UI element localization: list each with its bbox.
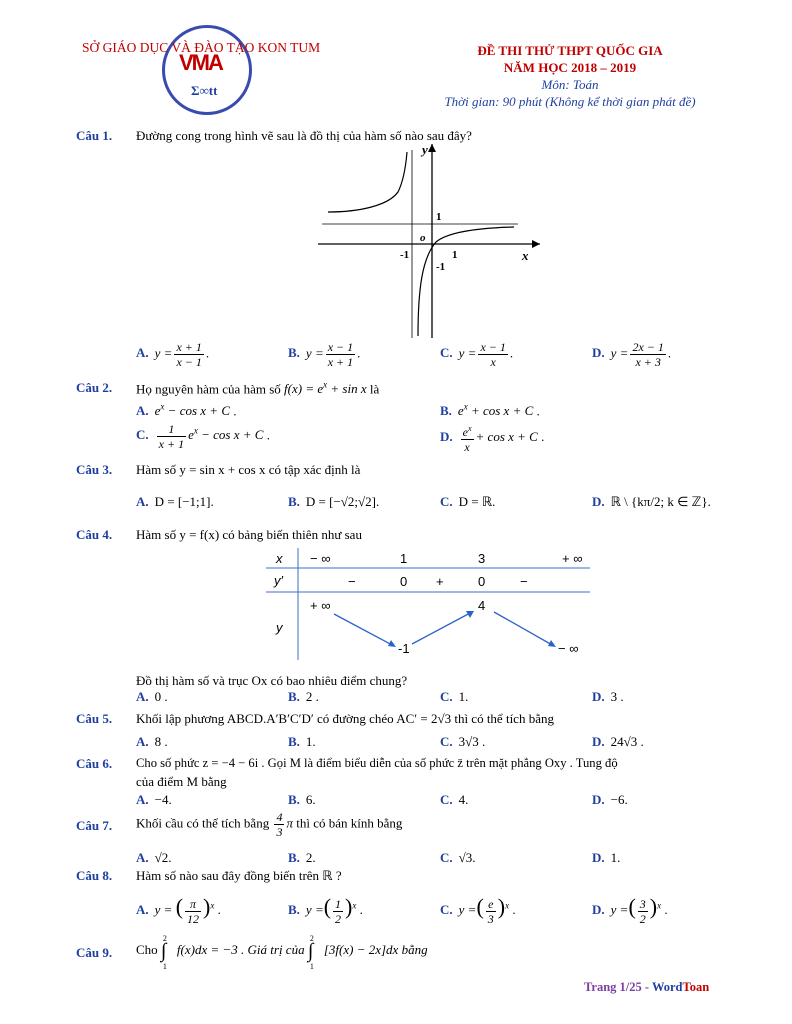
y-value: − ∞ bbox=[558, 641, 579, 656]
exam-header bbox=[380, 42, 760, 110]
question-number: Câu 2. bbox=[76, 380, 113, 395]
option-d[interactable]: D. 24√3 . bbox=[592, 734, 644, 749]
question-text: Cho 2 ∫ 1 f(x)dx = −3 . Giá trị của 2 ∫ 1 [3f(x) − 2x]dx bằng bbox=[136, 934, 428, 971]
option-b[interactable]: B. 1. bbox=[288, 734, 316, 749]
question-text: Khối lập phương ABCD.A′B′C′D′ có đường chéo AC′ = 2√3 thì có thể tích bằng bbox=[136, 711, 554, 726]
option-d[interactable]: D. y = $\frac{2x - 1}{x + 3}$ . bbox=[592, 340, 672, 369]
option-b[interactable]: B. 2. bbox=[288, 850, 316, 865]
question-text: Đường cong trong hình vẽ sau là đồ thị của hàm số nào sau đây? bbox=[136, 128, 472, 143]
function-graph bbox=[318, 140, 544, 338]
question-number: Câu 7. bbox=[76, 818, 113, 833]
sign: − bbox=[520, 574, 528, 589]
question-text: Hàm số nào sau đây đồng biến trên ℝ ? bbox=[136, 868, 342, 883]
option-b[interactable]: B. y =( $\frac{1}{2}$ )$^x$ . bbox=[288, 894, 363, 926]
question-text: Cho số phức z = −4 − 6i . Gọi M là điểm biểu diễn của số phức z̄ trên mặt phẳng Oxy . Tung độ bbox=[136, 756, 618, 770]
zero: 0 bbox=[478, 574, 486, 589]
option-label: D. bbox=[592, 345, 605, 361]
option-a[interactable]: A. y = ( $\frac{\pi}{12}$ )$^x$ . bbox=[136, 894, 221, 926]
option-b[interactable]: B. 2 . bbox=[288, 689, 319, 704]
question-text: Hàm số y = sin x + cos x có tập xác định là bbox=[136, 462, 361, 477]
option-d[interactable]: D. −6. bbox=[592, 792, 628, 807]
exam-year: NĂM HỌC 2018 – 2019 bbox=[503, 60, 637, 75]
option-b[interactable]: B. D = [−√2;√2]. bbox=[288, 494, 380, 509]
x-value: 1 bbox=[400, 551, 408, 566]
label-y: y bbox=[422, 142, 428, 157]
question-number: Câu 9. bbox=[76, 945, 113, 960]
question-text-cont: của điểm M bằng bbox=[136, 774, 227, 789]
option-d[interactable]: D. ℝ \ {kπ/2; k ∈ ℤ}. bbox=[592, 494, 711, 509]
logo-text: Σ∞tt bbox=[191, 83, 218, 98]
option-label: C. bbox=[440, 345, 453, 361]
integral-sign: 2 ∫ 1 bbox=[307, 934, 314, 971]
option-a[interactable]: A. 0 . bbox=[136, 689, 168, 704]
x-value: 3 bbox=[478, 551, 486, 566]
x-value: + ∞ bbox=[562, 551, 583, 566]
row-label-x: x bbox=[276, 551, 283, 566]
option-d[interactable]: D. y =( $\frac{3}{2}$ )$^x$ . bbox=[592, 894, 668, 926]
option-c[interactable]: C. $\frac{1}{x + 1}$ $e^x - \cos x + C$ . bbox=[136, 422, 270, 451]
option-b[interactable]: B. 6. bbox=[288, 792, 316, 807]
option-c[interactable]: C. √3. bbox=[440, 850, 476, 865]
arrow-down bbox=[334, 614, 394, 646]
question-text: Khối cầu có thể tích bằng $\frac{4}{3}$ π thì có bán kính bằng bbox=[136, 810, 403, 839]
x-value: − ∞ bbox=[310, 551, 331, 566]
question-number: Câu 4. bbox=[76, 527, 113, 542]
option-c[interactable]: C. y =( $\frac{e}{3}$ )$^x$ . bbox=[440, 894, 516, 926]
question-text: Hàm số y = f(x) có bảng biến thiên như sau bbox=[136, 527, 362, 542]
label-x-neg1: -1 bbox=[400, 249, 410, 261]
row-label-yp: y′ bbox=[274, 573, 283, 588]
school-logo bbox=[162, 25, 252, 115]
option-c[interactable]: C. 4. bbox=[440, 792, 469, 807]
label-origin: o bbox=[420, 232, 426, 244]
label-x: x bbox=[522, 248, 529, 263]
question-text: Họ nguyên hàm của hàm số $f(x) = e^x + \sin x$ là bbox=[136, 380, 380, 397]
integral-sign: 2 ∫ 1 bbox=[160, 934, 167, 971]
option-a[interactable]: A. −4. bbox=[136, 792, 172, 807]
sign: + bbox=[436, 574, 444, 589]
option-a[interactable]: A. D = [−1;1]. bbox=[136, 494, 214, 509]
option-label: A. bbox=[136, 345, 149, 361]
question-number: Câu 1. bbox=[76, 128, 113, 143]
option-c[interactable]: C. D = ℝ. bbox=[440, 494, 496, 509]
arrow-up bbox=[412, 612, 472, 644]
dept-name: SỞ GIÁO DỤC VÀ ĐÀO TẠO KON TUM bbox=[82, 40, 321, 55]
option-a[interactable]: A. $e^x - \cos x + C$ . bbox=[136, 402, 237, 419]
question-number: Câu 8. bbox=[76, 868, 113, 883]
y-value: + ∞ bbox=[310, 598, 331, 613]
label-y-neg1: -1 bbox=[436, 261, 446, 273]
curve-left-branch bbox=[328, 152, 407, 212]
y-axis-arrow bbox=[428, 144, 436, 152]
option-c[interactable]: C. 3√3 . bbox=[440, 734, 486, 749]
question-number: Câu 6. bbox=[76, 756, 113, 771]
option-c[interactable]: C. 1. bbox=[440, 689, 469, 704]
option-a[interactable]: A. √2. bbox=[136, 850, 172, 865]
exam-subject: Môn: Toán bbox=[541, 77, 599, 92]
label-x-1: 1 bbox=[452, 249, 458, 261]
page-footer: Trang 1/25 - WordToan bbox=[584, 980, 710, 994]
x-axis-arrow bbox=[532, 240, 540, 248]
question-number: Câu 3. bbox=[76, 462, 113, 477]
option-b[interactable]: B. $e^x + \cos x + C$ . bbox=[440, 402, 540, 419]
variation-table bbox=[266, 548, 590, 660]
zero: 0 bbox=[400, 574, 408, 589]
arrow-down bbox=[494, 612, 554, 646]
option-b[interactable]: B. y = $\frac{x - 1}{x + 1}$ . bbox=[288, 340, 361, 369]
label-y-1: 1 bbox=[436, 211, 442, 223]
row-label-y: y bbox=[276, 620, 283, 635]
y-value: 4 bbox=[478, 598, 486, 613]
option-a[interactable]: A. y = $\frac{x + 1}{x - 1}$ . bbox=[136, 340, 210, 369]
option-label: B. bbox=[288, 345, 300, 361]
exam-title: ĐỀ THI THỬ THPT QUỐC GIA bbox=[477, 43, 663, 58]
option-a[interactable]: A. 8 . bbox=[136, 734, 168, 749]
option-d[interactable]: D. 3 . bbox=[592, 689, 624, 704]
exam-time: Thời gian: 90 phút (Không kể thời gian phát đề) bbox=[444, 94, 696, 109]
logo-mark: VMA bbox=[179, 50, 222, 75]
option-c[interactable]: C. y = $\frac{x - 1}{x}$ . bbox=[440, 340, 514, 369]
option-d[interactable]: D. 1. bbox=[592, 850, 621, 865]
question-text: Đồ thị hàm số và trục Ox có bao nhiêu điểm chung? bbox=[136, 673, 408, 688]
y-value: -1 bbox=[398, 641, 410, 656]
question-number: Câu 5. bbox=[76, 711, 113, 726]
sign: − bbox=[348, 574, 356, 589]
option-d[interactable]: D. $\frac{e^x}{x}$ + cos x + C . bbox=[440, 424, 545, 454]
